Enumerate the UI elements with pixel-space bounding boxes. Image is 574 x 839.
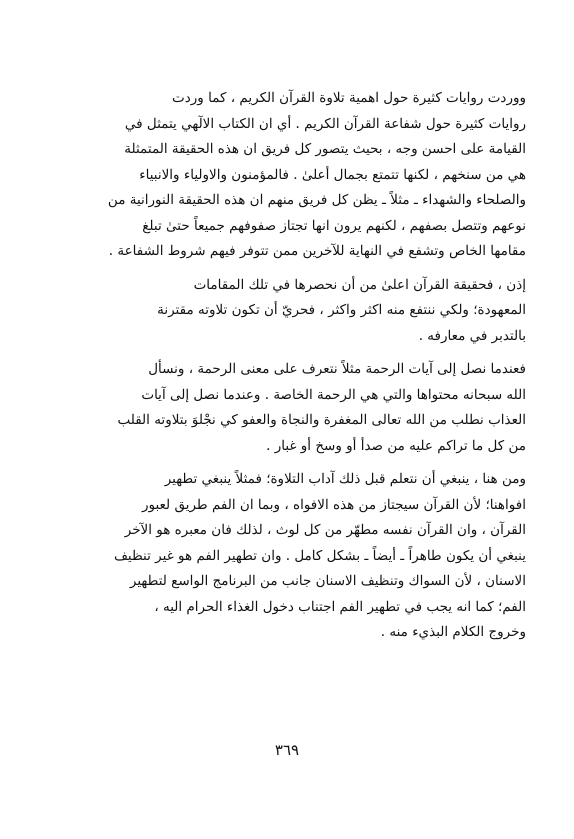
paragraph-1: [56, 86, 526, 265]
text-line: افواهنا؛ لأن القرآن سيجتاز من هذه الافواه ، وبما ان الفم طريق لعبور: [141, 496, 526, 513]
text-line: نوعهم وتتصل بصفهم ، لكنهم يرون انها تجتاز صفوفهم جميعاً حتىٰ تبلغ: [142, 217, 526, 234]
text-line: وخروج الكلام البذيء منه .: [380, 624, 526, 640]
text-line: ومن هنا ، ينبغي أن نتعلم قبل ذلك آداب التلاوة؛ فمثلاً ينبغي تطهير: [164, 471, 526, 487]
text-line: الاسنان ، لأن السواك وتنظيف الاسنان جانب من البرنامج الواسع لتطهير: [129, 573, 526, 589]
page-number: ٣٦٩: [274, 741, 300, 759]
text-line: روايات كثيرة حول شفاعة القرآن الكريم . أي ان الكتاب الالٓهي يتمثل في: [124, 115, 526, 132]
text-line: الفم؛ كما انه يجب في تطهير الفم اجتناب دخول الغذاء الحرام اليه ،: [154, 598, 526, 615]
paragraph-2: [56, 273, 526, 350]
paragraph-4: [56, 467, 526, 646]
text-line: هي من سنخهم ، لكنها تتمتع بجمال أعلىٰ . فالمؤمنون والاولياء والانبياء: [139, 166, 526, 183]
text-line: إذن ، فحقيقة القرآن اعلىٰ من أن نحصرها في تلك المقامات: [193, 276, 526, 293]
text-line: العذاب نطلب من الله تعالى المغفرة والنجاة والعفو كي نجْلوَ بتلاوته القلب: [117, 412, 526, 428]
text-line: ينبغي أن يكون طاهراً ـ أيضاً ـ بشكل كامل . وان تطهير الفم هو غير تنظيف: [113, 547, 526, 564]
text-line: فعندما نصل إلى آيات الرحمة مثلاً نتعرف على معنى الرحمة ، ونسأل: [148, 361, 526, 377]
body-text: [56, 86, 526, 654]
paragraph-3: [56, 357, 526, 459]
text-line: بالتدبر في معارفه .: [418, 327, 526, 344]
text-line: الله سبحانه محتواها والتي هي الرحمة الخاصة . وعندما نصل إلى آيات: [141, 386, 526, 403]
text-line: ووردت روايات كثيرة حول اهمية تلاوة القرآن الكريم ، كما وردت: [172, 90, 526, 106]
text-line: من كل ما تراكم عليه من صدأ أو وسخ أو غبار .: [266, 437, 526, 454]
text-line: والصلحاء والشهداء ـ مثلاً ـ يظن كل فريق منهم ان هذه الحقيقة النورانية من: [107, 192, 526, 208]
text-line: المعهودة؛ ولكي ننتفع منه اكثر واكثر ، فحريّ أن تكون تلاوته مقترنة: [157, 302, 526, 318]
text-line: القرآن ، وان القرآن نفسه مطهّر من كل لوث ، لذلك فان معبره هو الآخر: [124, 522, 526, 538]
text-line: القيامة على احسن وجه ، بحيث يتصور كل فريق ان هذه الحقيقة المتمثلة: [124, 141, 526, 157]
text-line: مقامها الخاص وتشفع في النهاية للآخرين ممن تتوفر فيهم شروط الشفاعة .: [108, 243, 526, 259]
